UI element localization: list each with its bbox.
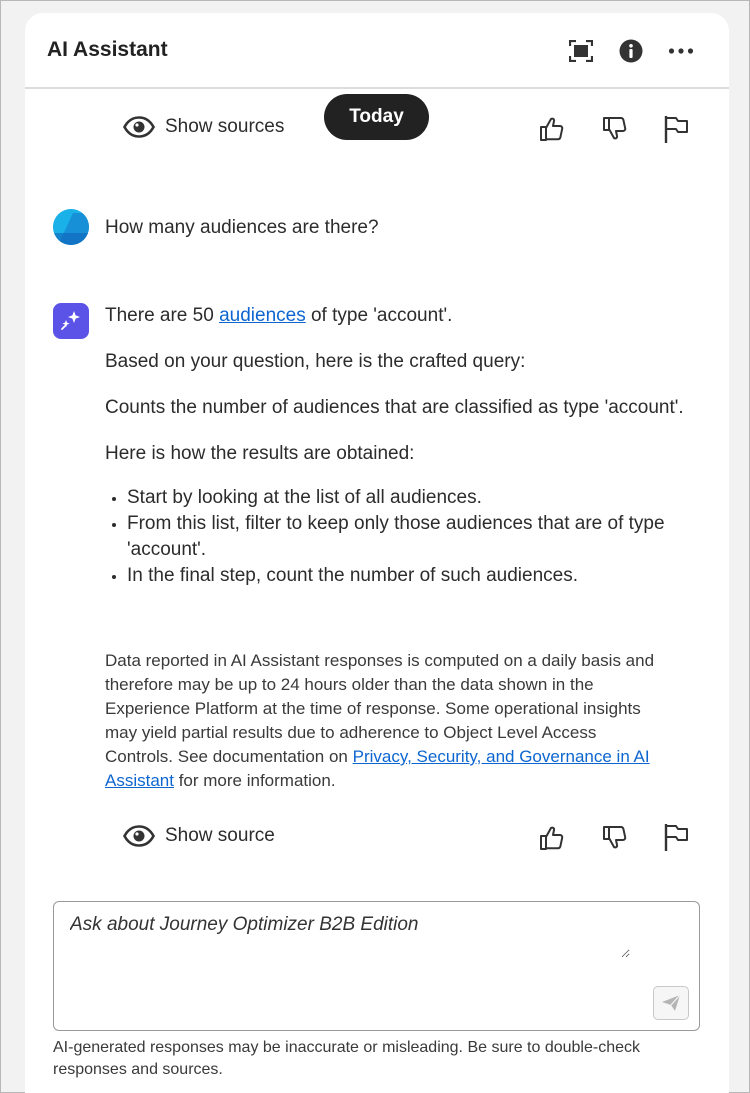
fit-screen-button[interactable] — [565, 35, 597, 67]
panel-header — [25, 13, 729, 89]
list-item: • Start by looking at the list of all audiences. — [127, 485, 695, 511]
thumbs-down-button[interactable] — [600, 114, 630, 144]
ai-avatar — [53, 303, 89, 339]
answer-line — [105, 303, 695, 329]
privacy-governance-link[interactable]: Privacy, Security, and Governance in AI Assistant — [105, 747, 650, 790]
flag-icon — [663, 115, 689, 143]
send-button[interactable] — [653, 986, 689, 1020]
show-sources-label: Show sources — [165, 116, 285, 137]
thumbs-down-icon — [602, 116, 628, 142]
user-avatar-icon — [53, 209, 89, 245]
thumbs-up-icon — [539, 825, 565, 851]
disclaimer-suffix: for more information. — [173, 771, 336, 790]
panel-title: AI Assistant — [47, 38, 168, 61]
thumbs-up-button[interactable] — [537, 114, 567, 144]
list-item: • From this list, filter to keep only those audiences that are of type 'account'. — [127, 511, 695, 563]
ai-response — [105, 303, 695, 589]
send-icon — [661, 994, 681, 1012]
disclaimer-text: Data reported in AI Assistant responses is computed on a daily basis and therefore may be up to 24 hours older than the data shown in the Experience Platform at the time of response. Some operational insights may yield partial results due to adherence to Object Level Access Controls. See documentation on — [105, 651, 655, 766]
more-options-button[interactable] — [665, 35, 697, 67]
show-sources-button[interactable] — [123, 116, 284, 138]
answer-suffix: of type 'account'. — [305, 305, 453, 326]
prompt-input[interactable] — [70, 914, 630, 958]
user-message: How many audiences are there? — [105, 217, 379, 238]
date-divider-pill: Today — [324, 94, 429, 140]
steps-intro: Here is how the results are obtained: — [105, 443, 415, 464]
fit-screen-icon — [569, 40, 593, 62]
ai-footer-note: AI-generated responses may be inaccurate or misleading. Be sure to double-check responses and sources. — [53, 1039, 640, 1078]
list-item: • In the final step, count the number of such audiences. — [127, 563, 695, 589]
thumbs-up-button[interactable] — [537, 823, 567, 853]
eye-icon — [123, 116, 155, 138]
data-disclaimer — [105, 649, 665, 793]
info-icon — [619, 39, 643, 63]
thumbs-down-button[interactable] — [600, 823, 630, 853]
show-source-button[interactable] — [123, 825, 275, 847]
thumbs-up-icon — [539, 116, 565, 142]
flag-button[interactable] — [661, 822, 691, 852]
audiences-link[interactable]: audiences — [219, 305, 306, 326]
answer-prefix: There are 50 — [105, 305, 220, 326]
info-button[interactable] — [615, 35, 647, 67]
more-icon — [668, 47, 694, 55]
user-avatar — [53, 209, 89, 245]
thumbs-down-icon — [602, 825, 628, 851]
query-intro: Based on your question, here is the crafted query: — [105, 351, 526, 372]
assistant-panel — [25, 13, 729, 1093]
prompt-composer — [53, 901, 700, 1031]
query-description: Counts the number of audiences that are classified as type 'account'. — [105, 397, 684, 418]
steps-list — [105, 485, 695, 589]
sparkle-icon — [59, 309, 83, 333]
show-source-label: Show source — [165, 825, 275, 846]
eye-icon — [123, 825, 155, 847]
flag-button[interactable] — [661, 114, 691, 144]
flag-icon — [663, 823, 689, 851]
